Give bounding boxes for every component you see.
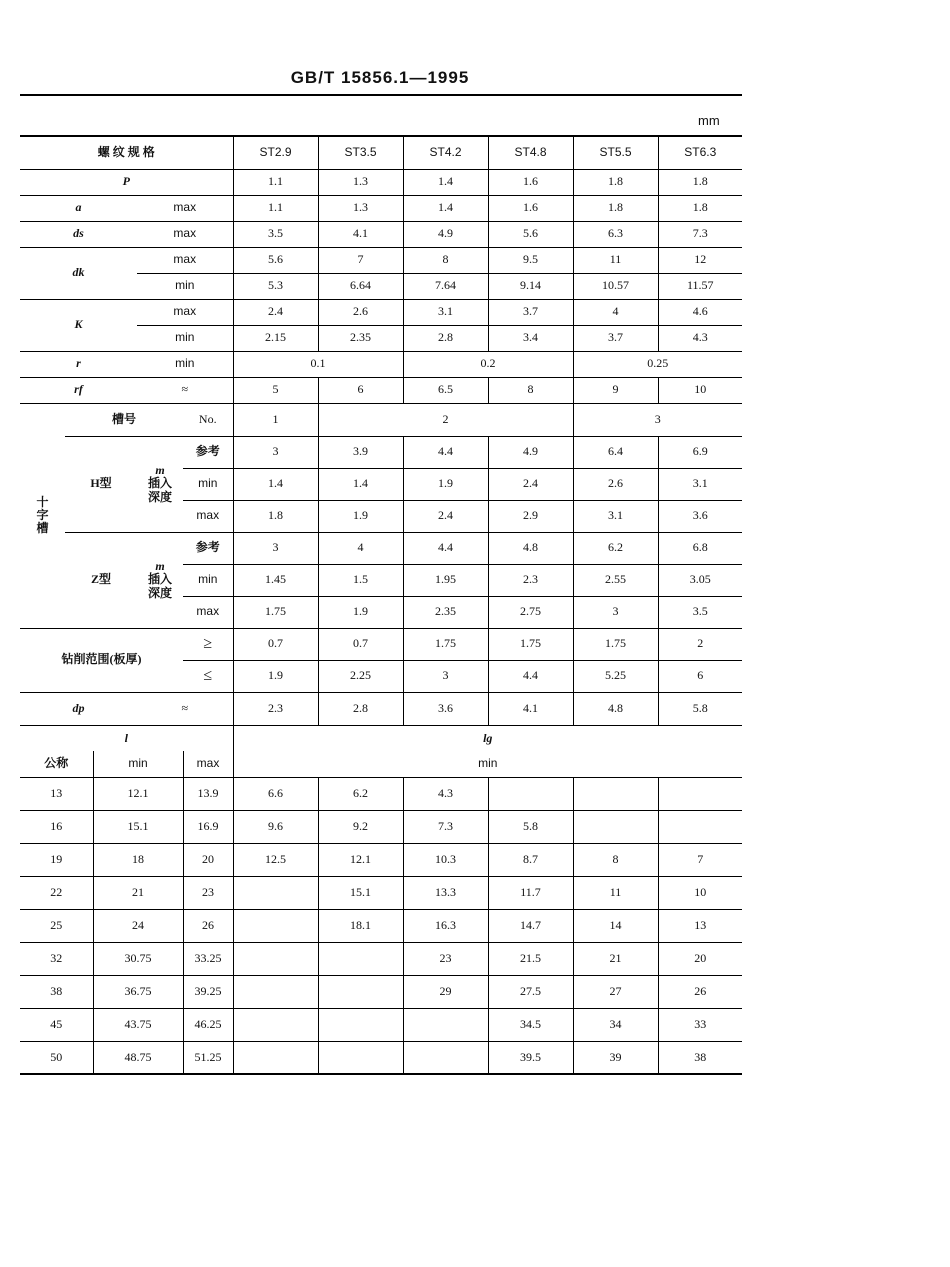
- qualifier-label: max: [137, 247, 233, 273]
- max-length: 39.25: [183, 975, 233, 1008]
- table-row: [20, 299, 742, 325]
- value-cell: 4.6: [658, 299, 742, 325]
- value-cell: 4.8: [573, 692, 658, 725]
- qualifier-label: max: [183, 596, 233, 628]
- value-cell: 0.25: [573, 351, 742, 377]
- table-row: [20, 843, 742, 876]
- lg-cell: 14: [573, 909, 658, 942]
- value-cell: 3.1: [573, 500, 658, 532]
- value-cell: 4.3: [658, 325, 742, 351]
- lg-cell: 20: [658, 942, 742, 975]
- value-cell: 3: [573, 403, 742, 436]
- value-cell: 0.2: [403, 351, 573, 377]
- table-row: [20, 351, 742, 377]
- value-cell: 2: [658, 628, 742, 660]
- value-cell: 3.1: [658, 468, 742, 500]
- lg-cell: 33: [658, 1008, 742, 1041]
- value-cell: 7: [318, 247, 403, 273]
- lg-cell: 4.3: [403, 777, 488, 810]
- insert-depth-label: [137, 532, 183, 628]
- value-cell: 11: [573, 247, 658, 273]
- lg-cell: [573, 810, 658, 843]
- lg-cell: [488, 777, 573, 810]
- lg-cell: 11: [573, 876, 658, 909]
- z-type-label: Z型: [65, 532, 137, 628]
- header-rule: [20, 94, 742, 96]
- value-cell: 2.4: [403, 500, 488, 532]
- nominal-length: 19: [20, 843, 93, 876]
- value-cell: 3.9: [318, 436, 403, 468]
- value-cell: 4: [318, 532, 403, 564]
- value-cell: 1.1: [233, 169, 318, 195]
- value-cell: 3: [403, 660, 488, 692]
- table-row: [20, 532, 742, 564]
- lg-cell: 16.3: [403, 909, 488, 942]
- qualifier-label: min: [137, 273, 233, 299]
- table-row: [20, 692, 742, 725]
- insert-text: 插入: [147, 476, 172, 491]
- lg-cell: 6.2: [318, 777, 403, 810]
- qualifier-label: min: [137, 351, 233, 377]
- value-cell: 4: [573, 299, 658, 325]
- value-cell: 1.4: [403, 169, 488, 195]
- value-cell: 4.1: [488, 692, 573, 725]
- depth-text: 深度: [147, 489, 172, 504]
- table-row: [20, 942, 742, 975]
- table-row: [20, 876, 742, 909]
- value-cell: 1.5: [318, 564, 403, 596]
- nominal-length: 50: [20, 1041, 93, 1074]
- table-row: [20, 975, 742, 1008]
- min-label: min: [93, 751, 183, 777]
- lg-cell: 6.6: [233, 777, 318, 810]
- table-row: [20, 221, 742, 247]
- value-cell: 5.6: [233, 247, 318, 273]
- qualifier-label: min: [137, 325, 233, 351]
- lg-cell: [573, 777, 658, 810]
- lg-cell: [233, 975, 318, 1008]
- size-cell: ST4.2: [403, 136, 488, 169]
- table-row: [20, 810, 742, 843]
- min-length: 36.75: [93, 975, 183, 1008]
- value-cell: 1.9: [318, 500, 403, 532]
- h-type-label: H型: [65, 436, 137, 532]
- lg-cell: 39: [573, 1041, 658, 1074]
- value-cell: 6.9: [658, 436, 742, 468]
- m-symbol: m: [155, 559, 165, 574]
- cross-slot-label: [20, 403, 65, 628]
- qualifier-label: 参考: [183, 436, 233, 468]
- min-length: 43.75: [93, 1008, 183, 1041]
- drill-range-label: 钻削范围(板厚): [20, 628, 183, 692]
- value-cell: 1.45: [233, 564, 318, 596]
- lg-cell: 12.1: [318, 843, 403, 876]
- value-cell: 1.6: [488, 195, 573, 221]
- value-cell: 2.8: [318, 692, 403, 725]
- value-cell: 1.95: [403, 564, 488, 596]
- value-cell: 5.25: [573, 660, 658, 692]
- value-cell: 9: [573, 377, 658, 403]
- value-cell: 1: [233, 403, 318, 436]
- lg-cell: [318, 1041, 403, 1074]
- qualifier-label: max: [137, 221, 233, 247]
- value-cell: 3: [233, 436, 318, 468]
- lg-cell: 8: [573, 843, 658, 876]
- size-cell: ST6.3: [658, 136, 742, 169]
- nominal-length: 25: [20, 909, 93, 942]
- value-cell: 3.7: [573, 325, 658, 351]
- value-cell: 1.75: [233, 596, 318, 628]
- value-cell: 4.8: [488, 532, 573, 564]
- value-cell: 2.35: [318, 325, 403, 351]
- lg-cell: 15.1: [318, 876, 403, 909]
- param-label: K: [20, 299, 137, 351]
- param-label: dp: [20, 692, 137, 725]
- value-cell: 2.4: [488, 468, 573, 500]
- nominal-length: 32: [20, 942, 93, 975]
- value-cell: 6.4: [573, 436, 658, 468]
- lg-cell: [318, 1008, 403, 1041]
- max-length: 46.25: [183, 1008, 233, 1041]
- min-length: 18: [93, 843, 183, 876]
- qualifier-label: max: [183, 500, 233, 532]
- value-cell: 2.8: [403, 325, 488, 351]
- table-row: [20, 777, 742, 810]
- value-cell: 3.5: [233, 221, 318, 247]
- value-cell: 4.4: [403, 436, 488, 468]
- value-cell: 2: [318, 403, 573, 436]
- value-cell: 6.8: [658, 532, 742, 564]
- value-cell: 10.57: [573, 273, 658, 299]
- qualifier-label: ≥: [183, 628, 233, 660]
- value-cell: 4.9: [403, 221, 488, 247]
- min-length: 12.1: [93, 777, 183, 810]
- value-cell: 6.2: [573, 532, 658, 564]
- value-cell: 2.55: [573, 564, 658, 596]
- value-cell: 3.4: [488, 325, 573, 351]
- depth-text: 深度: [147, 585, 172, 600]
- qualifier-label: 参考: [183, 532, 233, 564]
- value-cell: 10: [658, 377, 742, 403]
- value-cell: 1.9: [403, 468, 488, 500]
- qualifier-label: ≈: [137, 692, 233, 725]
- value-cell: 6.3: [573, 221, 658, 247]
- lg-cell: 13: [658, 909, 742, 942]
- lg-cell: [233, 1008, 318, 1041]
- value-cell: 5.3: [233, 273, 318, 299]
- size-cell: ST5.5: [573, 136, 658, 169]
- value-cell: 1.4: [233, 468, 318, 500]
- value-cell: 3: [573, 596, 658, 628]
- value-cell: 2.6: [318, 299, 403, 325]
- table-row: [20, 1041, 742, 1074]
- lg-cell: 38: [658, 1041, 742, 1074]
- value-cell: 1.4: [318, 468, 403, 500]
- min-length: 15.1: [93, 810, 183, 843]
- table-row: [20, 436, 742, 468]
- cross-slot-text: 十字槽: [36, 494, 49, 536]
- param-label: a: [20, 195, 137, 221]
- value-cell: 1.8: [233, 500, 318, 532]
- size-cell: ST3.5: [318, 136, 403, 169]
- lg-cell: [403, 1041, 488, 1074]
- value-cell: 0.7: [233, 628, 318, 660]
- min-length: 30.75: [93, 942, 183, 975]
- lg-label: lg: [233, 725, 742, 751]
- qualifier-label: No.: [183, 403, 233, 436]
- value-cell: 1.9: [233, 660, 318, 692]
- value-cell: 6: [658, 660, 742, 692]
- lg-cell: 10: [658, 876, 742, 909]
- lg-cell: [233, 876, 318, 909]
- param-label: P: [20, 169, 233, 195]
- value-cell: 2.35: [403, 596, 488, 628]
- value-cell: 7.3: [658, 221, 742, 247]
- lg-cell: [658, 810, 742, 843]
- lg-cell: 9.6: [233, 810, 318, 843]
- lg-cell: 8.7: [488, 843, 573, 876]
- max-label: max: [183, 751, 233, 777]
- table-row: [20, 136, 742, 169]
- lg-cell: 13.3: [403, 876, 488, 909]
- spec-label: 螺 纹 规 格: [20, 136, 233, 169]
- lg-cell: 21: [573, 942, 658, 975]
- table-row: [20, 247, 742, 273]
- value-cell: 2.25: [318, 660, 403, 692]
- table-row: [20, 1008, 742, 1041]
- value-cell: 3.1: [403, 299, 488, 325]
- value-cell: 9.14: [488, 273, 573, 299]
- value-cell: 1.75: [488, 628, 573, 660]
- table-row: [20, 628, 742, 660]
- value-cell: 4.4: [488, 660, 573, 692]
- value-cell: 3: [233, 532, 318, 564]
- table-row: [20, 403, 742, 436]
- table-row: [20, 909, 742, 942]
- value-cell: 2.3: [488, 564, 573, 596]
- value-cell: 2.6: [573, 468, 658, 500]
- param-label: rf: [20, 377, 137, 403]
- max-length: 16.9: [183, 810, 233, 843]
- value-cell: 5: [233, 377, 318, 403]
- m-symbol: m: [155, 463, 165, 478]
- value-cell: 5.6: [488, 221, 573, 247]
- value-cell: 11.57: [658, 273, 742, 299]
- lg-cell: [658, 777, 742, 810]
- value-cell: 1.8: [573, 195, 658, 221]
- value-cell: 3.6: [658, 500, 742, 532]
- size-cell: ST4.8: [488, 136, 573, 169]
- nominal-length: 22: [20, 876, 93, 909]
- lg-cell: [403, 1008, 488, 1041]
- value-cell: 1.75: [573, 628, 658, 660]
- max-length: 13.9: [183, 777, 233, 810]
- size-cell: ST2.9: [233, 136, 318, 169]
- table-row: [20, 195, 742, 221]
- value-cell: 5.8: [658, 692, 742, 725]
- table-row: [20, 725, 742, 751]
- value-cell: 7.64: [403, 273, 488, 299]
- lg-cell: 27.5: [488, 975, 573, 1008]
- min-length: 48.75: [93, 1041, 183, 1074]
- max-length: 51.25: [183, 1041, 233, 1074]
- table-row: [20, 377, 742, 403]
- groove-no-label: 槽号: [65, 403, 183, 436]
- value-cell: 8: [488, 377, 573, 403]
- unit-label: mm: [698, 113, 720, 128]
- param-label: ds: [20, 221, 137, 247]
- max-length: 26: [183, 909, 233, 942]
- min-length: 21: [93, 876, 183, 909]
- lg-cell: [318, 942, 403, 975]
- value-cell: 2.75: [488, 596, 573, 628]
- value-cell: 2.9: [488, 500, 573, 532]
- lg-cell: 10.3: [403, 843, 488, 876]
- lg-cell: 9.2: [318, 810, 403, 843]
- value-cell: 6.64: [318, 273, 403, 299]
- document-header: GB/T 15856.1—1995: [290, 68, 470, 87]
- lg-cell: 18.1: [318, 909, 403, 942]
- value-cell: 2.3: [233, 692, 318, 725]
- qualifier-label: max: [137, 299, 233, 325]
- table-row: [20, 169, 742, 195]
- nominal-length: 16: [20, 810, 93, 843]
- value-cell: 2.4: [233, 299, 318, 325]
- lg-cell: 29: [403, 975, 488, 1008]
- lg-cell: 39.5: [488, 1041, 573, 1074]
- lg-cell: 21.5: [488, 942, 573, 975]
- max-length: 23: [183, 876, 233, 909]
- value-cell: 2.15: [233, 325, 318, 351]
- length-label: l: [20, 725, 233, 751]
- lg-cell: [233, 909, 318, 942]
- lg-cell: 34.5: [488, 1008, 573, 1041]
- lg-cell: 23: [403, 942, 488, 975]
- qualifier-label: min: [183, 468, 233, 500]
- max-length: 33.25: [183, 942, 233, 975]
- value-cell: 3.6: [403, 692, 488, 725]
- value-cell: 4.1: [318, 221, 403, 247]
- value-cell: 12: [658, 247, 742, 273]
- value-cell: 4.9: [488, 436, 573, 468]
- value-cell: 1.8: [658, 169, 742, 195]
- value-cell: 1.3: [318, 195, 403, 221]
- param-label: r: [20, 351, 137, 377]
- value-cell: 1.6: [488, 169, 573, 195]
- value-cell: 4.4: [403, 532, 488, 564]
- lg-min-label: min: [233, 751, 742, 777]
- value-cell: 9.5: [488, 247, 573, 273]
- qualifier-label: min: [183, 564, 233, 596]
- nominal-length: 13: [20, 777, 93, 810]
- screw-dimension-table: [20, 135, 742, 1075]
- value-cell: 3.5: [658, 596, 742, 628]
- value-cell: 1.8: [573, 169, 658, 195]
- value-cell: 8: [403, 247, 488, 273]
- insert-depth-label: [137, 436, 183, 532]
- value-cell: 6: [318, 377, 403, 403]
- param-label: dk: [20, 247, 137, 299]
- value-cell: 0.7: [318, 628, 403, 660]
- lg-cell: 34: [573, 1008, 658, 1041]
- lg-cell: 7.3: [403, 810, 488, 843]
- value-cell: 1.75: [403, 628, 488, 660]
- value-cell: 1.8: [658, 195, 742, 221]
- value-cell: 1.3: [318, 169, 403, 195]
- value-cell: 1.1: [233, 195, 318, 221]
- lg-cell: 27: [573, 975, 658, 1008]
- lg-cell: 7: [658, 843, 742, 876]
- lg-cell: 26: [658, 975, 742, 1008]
- lg-cell: 14.7: [488, 909, 573, 942]
- lg-cell: [318, 975, 403, 1008]
- value-cell: 6.5: [403, 377, 488, 403]
- min-length: 24: [93, 909, 183, 942]
- lg-cell: 12.5: [233, 843, 318, 876]
- nominal-label: 公称: [20, 751, 93, 777]
- qualifier-label: ≈: [137, 377, 233, 403]
- nominal-length: 38: [20, 975, 93, 1008]
- value-cell: 3.05: [658, 564, 742, 596]
- value-cell: 1.4: [403, 195, 488, 221]
- value-cell: 1.9: [318, 596, 403, 628]
- lg-cell: [233, 1041, 318, 1074]
- table-row: [20, 751, 742, 777]
- qualifier-label: ≤: [183, 660, 233, 692]
- value-cell: 3.7: [488, 299, 573, 325]
- lg-cell: 11.7: [488, 876, 573, 909]
- max-length: 20: [183, 843, 233, 876]
- lg-cell: [233, 942, 318, 975]
- qualifier-label: max: [137, 195, 233, 221]
- insert-text: 插入: [147, 572, 172, 587]
- nominal-length: 45: [20, 1008, 93, 1041]
- value-cell: 0.1: [233, 351, 403, 377]
- lg-cell: 5.8: [488, 810, 573, 843]
